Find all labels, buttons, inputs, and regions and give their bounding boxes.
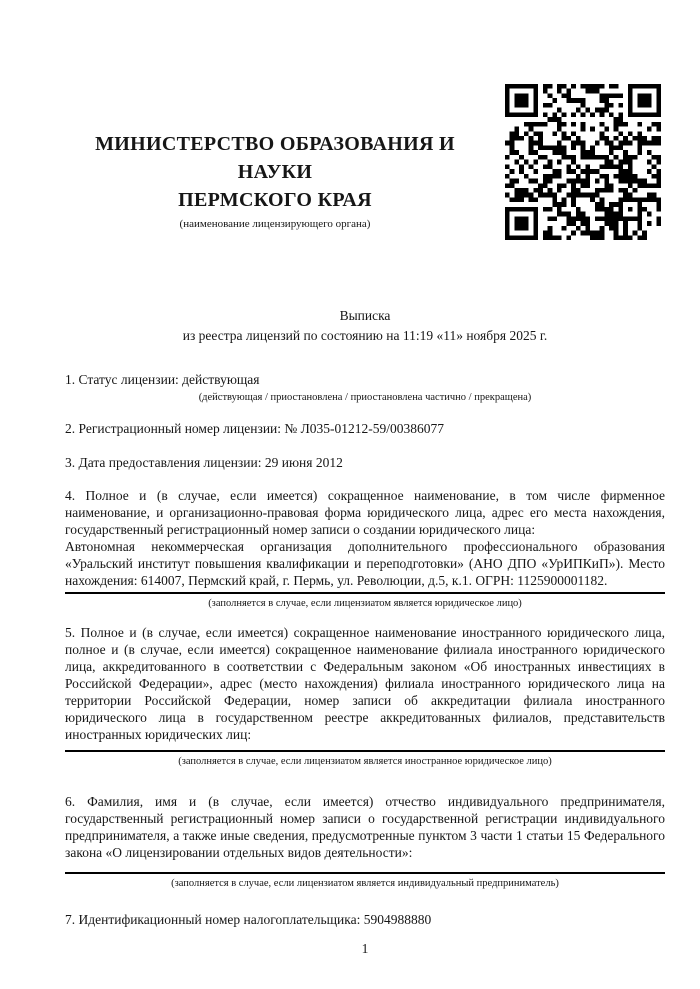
taxpayer-number-text: 7. Идентификационный номер налогоплательщика: 5904988880: [65, 912, 432, 927]
item-legal-entity: [65, 487, 665, 610]
qr-code-icon: [505, 84, 661, 240]
license-status-text: 1. Статус лицензии: действующая: [65, 372, 260, 387]
page-number: 1: [361, 941, 369, 956]
title-line2: из реестра лицензий по состоянию на 11:19 «11» ноября 2025 г.: [182, 328, 548, 343]
foreign-entity-blank-line: [65, 743, 665, 752]
individual-entrepreneur-blank-line: [65, 861, 665, 874]
item-license-date: [65, 454, 665, 471]
ministry-name-line2: ПЕРМСКОГО КРАЯ: [178, 189, 372, 211]
registration-number-text: 2. Регистрационный номер лицензии: № Л035-01212-59/00386077: [65, 421, 445, 436]
individual-entrepreneur-hint: (заполняется в случае, если лицензиатом является индивидуальный предприниматель): [171, 878, 559, 889]
item-taxpayer-number: [65, 911, 665, 928]
item-individual-entrepreneur: [65, 793, 665, 890]
item-foreign-entity: [65, 624, 665, 768]
document-title: [65, 300, 665, 346]
ministry-caption: (наименование лицензирующего органа): [179, 218, 371, 230]
ministry-name-line1: МИНИСТЕРСТВО ОБРАЗОВАНИЯ И НАУКИ: [95, 133, 455, 183]
license-date-text: 3. Дата предоставления лицензии: 29 июня 2012: [65, 455, 343, 470]
license-status-hint: (действующая / приостановлена / приостановлена частично / прекращена): [198, 392, 532, 403]
document-body: [65, 300, 665, 957]
foreign-entity-hint: (заполняется в случае, если лицензиатом является иностранное юридическое лицо): [178, 756, 552, 767]
licensing-authority-header: [65, 130, 485, 231]
legal-entity-value: Автономная некоммерческая организация дополнительного профессионального образования «Уральский институт повышения квалификации и переподготовки» (АНО ДПО «УрИПКиП»). Место нахождения: 614007, Пермский край, г. Пермь, ул. Революции, д.5, к.1. ОГРН: 1125900001182.: [65, 538, 665, 594]
item-license-status: [65, 371, 665, 404]
legal-entity-hint: (заполняется в случае, если лицензиатом является юридическое лицо): [208, 598, 522, 609]
legal-entity-label: 4. Полное и (в случае, если имеется) сокращенное наименование, в том числе фирменное наименование, и организационно-правовая форма юридического лица, адрес его места нахождения, государственный регистрационный номер записи о создании юридического лица:: [65, 488, 665, 537]
item-registration-number: [65, 420, 665, 437]
foreign-entity-label: 5. Полное и (в случае, если имеется) сокращенное наименование иностранного юридического лица, полное и (в случае, если имеется) сокращенное наименование филиала иностранного юридического лица, аккредитованного в соответствии с Федеральным законом «Об иностранных инвестициях в Российской Федерации», адрес (место нахождения) филиала иностранного юридического лица на территории Российской Федерации, номер записи об аккредитации филиала иностранного юридического лица в государственном реестре аккредитованных филиалов, представительств иностранных юридических лиц:: [65, 625, 665, 742]
title-line1: Выписка: [339, 308, 391, 323]
individual-entrepreneur-label: 6. Фамилия, имя и (в случае, если имеется) отчество индивидуального предпринимателя, государственный регистрационный номер записи о государственной регистрации индивидуального предпринимателя, а также иные сведения, предусмотренные пунктом 3 части 1 статьи 15 Федерального закона «О лицензировании отдельных видов деятельности»:: [65, 794, 665, 860]
